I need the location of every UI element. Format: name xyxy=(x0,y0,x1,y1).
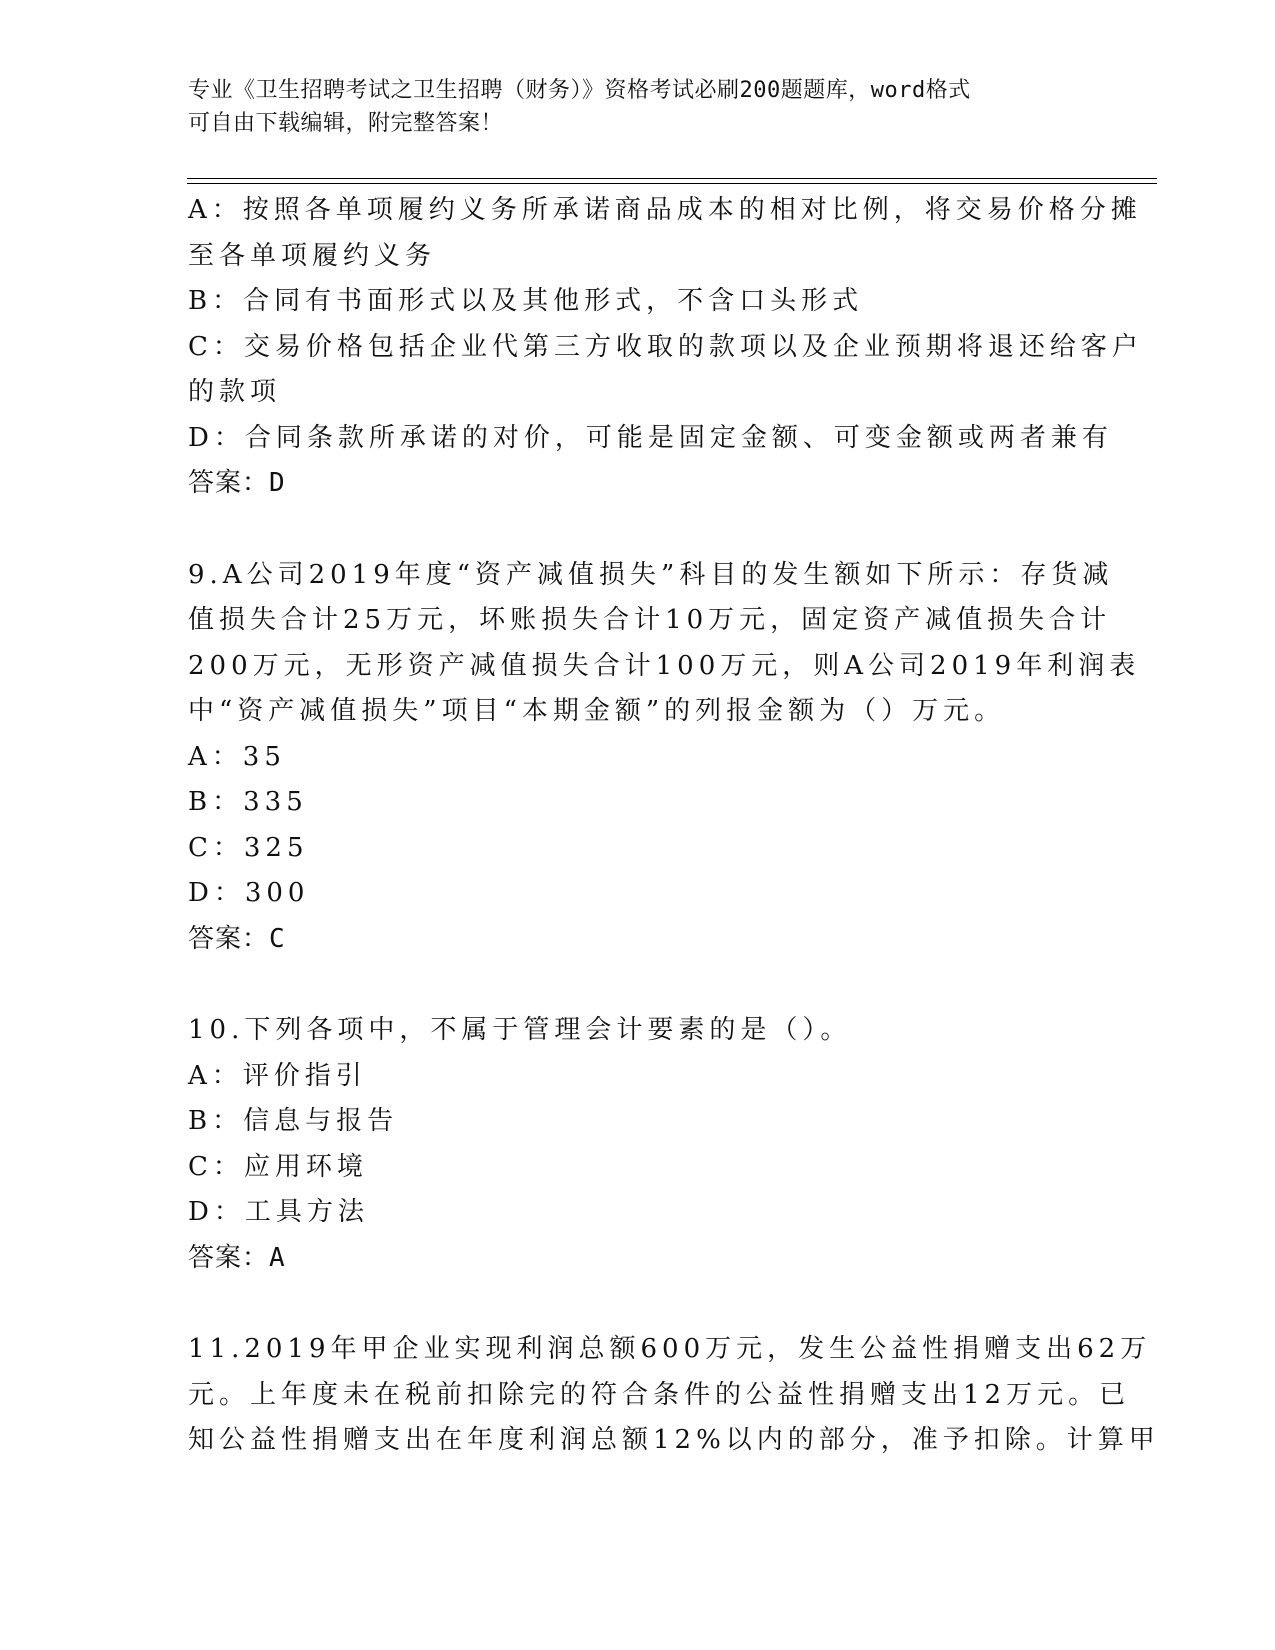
answer-label: 答案：C xyxy=(188,923,286,954)
answer-label: 答案：D xyxy=(188,468,286,498)
header-divider-top xyxy=(187,178,1157,179)
question-8-block xyxy=(188,188,1143,507)
answer-label: 答案：A xyxy=(188,1242,286,1273)
option-a-line-1: A：按照各单项履约义务所承诺商品成本的相对比例，将交易价格分摊 xyxy=(188,195,1142,225)
question-stem-line-3: 知公益性捐赠支出在年度利润总额12%以内的部分，准予扣除。计算甲 xyxy=(188,1425,1160,1455)
option-c-line-1: C：交易价格包括企业代第三方收取的款项以及企业预期将退还给客户 xyxy=(188,331,1143,362)
header-divider-bottom xyxy=(187,183,1157,184)
header-line-1: 专业《卫生招聘考试之卫生招聘（财务）》资格考试必刷200题题库，word格式 xyxy=(188,78,971,103)
option-d: D：300 xyxy=(188,878,310,908)
question-stem-line-2: 值损失合计25万元，坏账损失合计10万元，固定资产减值损失合计 xyxy=(188,605,1112,635)
question-stem-line-3: 200万元，无形资产减值损失合计100万元，则A公司2019年利润表 xyxy=(188,650,1141,681)
question-stem: 10.下列各项中，不属于管理会计要素的是（）。 xyxy=(188,1015,852,1045)
option-b: B：信息与报告 xyxy=(188,1106,399,1136)
question-content xyxy=(188,188,1160,1464)
spacer xyxy=(188,962,1088,1008)
option-b: B：335 xyxy=(188,787,308,817)
option-a-line-2: 至各单项履约义务 xyxy=(188,240,437,271)
question-11-block xyxy=(188,1327,1160,1464)
question-10-block xyxy=(188,1008,1088,1281)
spacer xyxy=(188,1281,1088,1327)
option-c: C：应用环境 xyxy=(188,1151,368,1182)
option-b: B：合同有书面形式以及其他形式，不含口头形式 xyxy=(188,286,864,316)
page-header xyxy=(188,74,1068,140)
question-stem-line-1: 11.2019年甲企业实现利润总额600万元，发生公益性捐赠支出62万 xyxy=(188,1334,1152,1364)
option-a: A：评价指引 xyxy=(188,1060,367,1091)
header-line-2: 可自由下载编辑，附完整答案！ xyxy=(188,111,504,136)
option-c-line-2: 的款项 xyxy=(188,377,282,407)
spacer xyxy=(188,507,1088,553)
option-a: A：35 xyxy=(188,741,286,772)
question-9-block xyxy=(188,553,1141,963)
question-stem-line-1: 9.A公司2019年度“资产减值损失”科目的发生额如下所示：存货减 xyxy=(188,559,1114,590)
option-d: D：工具方法 xyxy=(188,1197,369,1227)
question-stem-line-2: 元。上年度未在税前扣除完的符合条件的公益性捐赠支出12万元。已 xyxy=(188,1379,1131,1410)
option-c: C：325 xyxy=(188,832,309,863)
option-d: D：合同条款所承诺的对价，可能是固定金额、可变金额或两者兼有 xyxy=(188,422,1113,453)
question-stem-line-4: 中“资产减值损失”项目“本期金额”的列报金额为（）万元。 xyxy=(188,696,1006,726)
